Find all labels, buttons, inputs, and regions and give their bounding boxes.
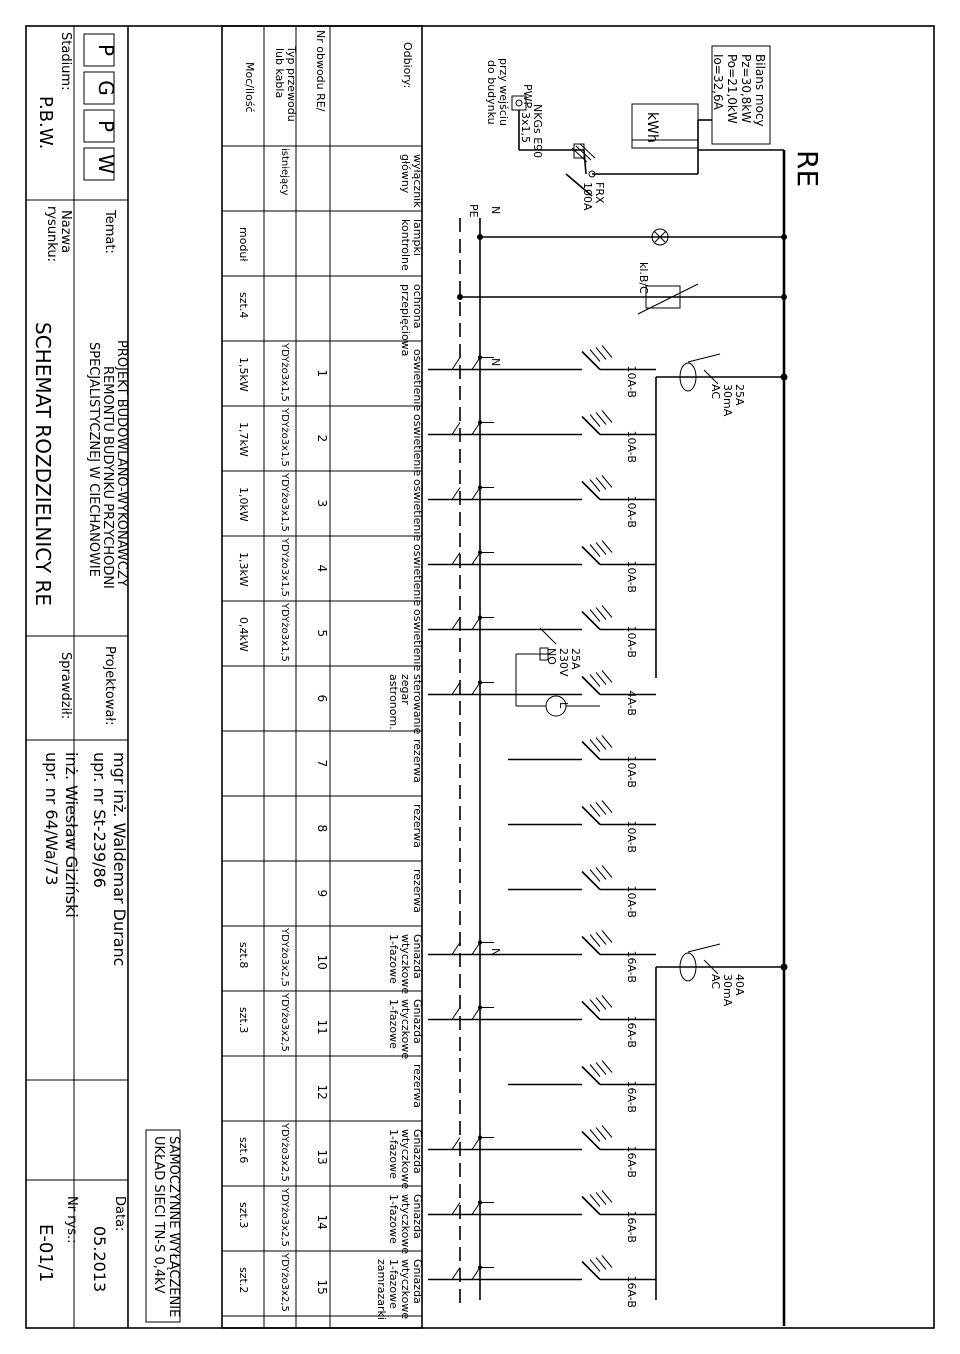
- rcd2-label-3: AC: [709, 974, 722, 990]
- rcd-socket-group: [489, 944, 784, 1300]
- circuit-branch: [508, 866, 656, 918]
- circuit-number: 7: [315, 759, 329, 768]
- breaker-rating: 16A-B: [625, 1275, 638, 1308]
- circuit-branch: [508, 801, 656, 853]
- circuit-number: 12: [315, 1084, 329, 1100]
- power-value: szt.3: [237, 1007, 250, 1034]
- circuit-branch: [428, 476, 656, 528]
- circuit-number: 9: [315, 889, 329, 898]
- stage-letter-1: P: [94, 43, 118, 57]
- sheet-number-value: E-01/1: [35, 1224, 56, 1283]
- circuit-branch: [428, 411, 656, 463]
- stage-letter-4: W: [94, 154, 118, 174]
- sheet-number-label: Nr rys.:: [64, 1196, 79, 1244]
- circuit-branch: [428, 1191, 656, 1243]
- circuit-number: 4: [315, 564, 329, 573]
- receiver-label: wtyczkowe: [399, 1194, 412, 1255]
- breaker-rating: 16A-B: [625, 1210, 638, 1243]
- circuit-branch: [508, 736, 656, 788]
- power-value: 1,5kW: [237, 357, 250, 392]
- circuit-number: 10: [315, 954, 329, 970]
- row-label-cable-2: lub kabla: [273, 48, 286, 99]
- supply-cable-1: NKGs E90: [531, 104, 544, 159]
- receiver-label: kontrolne: [399, 219, 412, 271]
- receiver-label: Gniazda: [411, 1129, 424, 1174]
- table-head-column: [279, 148, 424, 208]
- circuit-branch: [508, 1061, 656, 1113]
- receiver-label: sterowanie: [411, 674, 424, 735]
- cable-type: YDYżo3x1,5: [279, 408, 290, 467]
- contactor-label-2: 230V: [557, 648, 570, 677]
- receiver-label: główny: [399, 154, 412, 194]
- checker-label: Sprawdził:: [58, 652, 73, 720]
- receiver-label: ochrona: [411, 284, 424, 329]
- receiver-label: 1-fazowe: [387, 1129, 400, 1179]
- power-balance-line-3: Po=21,0kW: [725, 54, 739, 124]
- topic-label: Temat:: [102, 210, 117, 254]
- topic-line-3: SPECJALISTYCZNEJ W CIECHANOWIE: [86, 342, 101, 577]
- receiver-label: Gniazda: [411, 1194, 424, 1239]
- socket-group-n-label: N: [489, 948, 502, 957]
- lighting-group-n-label: N: [489, 358, 502, 367]
- circuit-branch: [428, 1126, 656, 1178]
- rcd1-label-1: 25A: [733, 384, 746, 406]
- power-value: 0,4kW: [237, 617, 250, 652]
- power-balance-line-4: Io=32,6A: [711, 54, 725, 110]
- rcd-lighting-group: [656, 354, 784, 678]
- circuit-number: 8: [315, 824, 329, 833]
- power-value: 1,7kW: [237, 422, 250, 457]
- breaker-rating: 4A-B: [625, 690, 638, 716]
- network-note: [146, 1130, 181, 1322]
- meter-label: kWh: [644, 112, 660, 143]
- breaker-rating: 16A-B: [625, 1080, 638, 1113]
- cable-type: YDYżo3x1,5: [279, 473, 290, 532]
- circuit-branch: [428, 346, 656, 398]
- breaker-rating: 10A-B: [625, 820, 638, 853]
- circuit-branch: [428, 1256, 656, 1308]
- supply-box-label: PWP: [521, 84, 534, 109]
- table-circuit-column: [315, 739, 424, 783]
- circuit-number: 6: [315, 694, 329, 703]
- cable-type: YDYżo3x2,5: [279, 1253, 290, 1312]
- busbar-junction: [781, 374, 788, 381]
- neutral-label: N: [489, 206, 502, 215]
- designer-licence: upr. nr St-239/86: [90, 752, 109, 888]
- receiver-label: rezerwa: [411, 739, 424, 783]
- receiver-label: Gniazda: [411, 1259, 424, 1304]
- circuit-branch: [428, 996, 656, 1048]
- note-line-2: UKŁAD SIECI TN-S 0,4kV: [151, 1136, 166, 1294]
- receiver-label: 1-fazowe: [387, 999, 400, 1049]
- board-schematic: [428, 46, 824, 1326]
- circuit-number: 1: [315, 369, 329, 378]
- date-label: Data:: [112, 1196, 127, 1232]
- main-switch-label-2: 100A: [581, 182, 594, 211]
- receiver-label: Gniazda: [411, 934, 424, 979]
- receiver-label: rezerwa: [411, 869, 424, 913]
- supply-cable-2: 3x1,5: [519, 112, 532, 144]
- receiver-label: wtyczkowe: [399, 934, 412, 995]
- cable-type: YDYżo3x1,5: [279, 343, 290, 402]
- date-value: 05.2013: [90, 1226, 109, 1293]
- receiver-label: oświetlenie: [411, 414, 424, 477]
- control-lamps: [477, 229, 787, 245]
- drawing-name-label-1: Nazwa: [58, 210, 73, 254]
- circuit-branch: [428, 541, 656, 593]
- power-balance-box: [711, 46, 770, 144]
- circuit-branch: [428, 606, 656, 658]
- busbar-junction: [781, 964, 788, 971]
- checker-name: inż. Wiesław Giziński: [62, 752, 81, 918]
- breaker-rating: 10A-B: [625, 885, 638, 918]
- receiver-label: zegar: [399, 674, 412, 705]
- table-circuit-column: [315, 1064, 424, 1108]
- power-balance-line-2: Pz=30,8kW: [739, 54, 753, 124]
- stage-letter-boxes: [84, 34, 118, 180]
- topic-line-2: REMONTU BUDYNKU PRZYCHODNI: [100, 366, 115, 589]
- stage-letter-2: G: [94, 80, 118, 96]
- table-circuit-column: [315, 674, 424, 735]
- receiver-label: wtyczkowe: [399, 999, 412, 1060]
- breaker-rating: 10A-B: [625, 560, 638, 593]
- breaker-rating: 10A-B: [625, 430, 638, 463]
- power-value: szt.6: [237, 1137, 250, 1164]
- stage-label: Stadium:: [58, 32, 73, 91]
- receiver-label: oświetlenie: [411, 349, 424, 412]
- receiver-label: Gniazda: [411, 999, 424, 1044]
- receiver-label: oświetlenie: [411, 609, 424, 672]
- supply-note-2: do budynku: [485, 60, 498, 125]
- supply-feeder: [485, 58, 712, 211]
- breaker-rating: 16A-B: [625, 1145, 638, 1178]
- power-balance-line-1: Bilans mocy: [753, 54, 767, 127]
- cable-type: YDYżo3x2,5: [279, 1188, 290, 1247]
- stage-value: P.B.W.: [35, 96, 56, 150]
- circuit-number: 14: [315, 1214, 329, 1230]
- breaker-rating: 10A-B: [625, 365, 638, 398]
- contactor-label-3: NO: [545, 648, 558, 665]
- surge-breaker-label: kl.B/C: [637, 262, 650, 294]
- receiver-label: oświetlenie: [411, 544, 424, 607]
- receiver-label: 1-fazowe: [387, 1259, 400, 1309]
- board-title: RE: [791, 150, 824, 188]
- breaker-rating: 16A-B: [625, 950, 638, 983]
- surge-protection: [457, 262, 787, 314]
- circuit-branch: [428, 671, 656, 716]
- table-circuit-column: [315, 869, 424, 913]
- power-value: moduł: [237, 227, 250, 262]
- receiver-label: 1-fazowe: [387, 934, 400, 984]
- rcd1-label-3: AC: [709, 384, 722, 400]
- stage-letter-3: P: [94, 119, 118, 133]
- topic-line-1: PROJEKT BUDOWLANO-WYKONAWCZY: [114, 340, 129, 587]
- drawing-name-label-2: rysunku:: [44, 206, 59, 263]
- receiver-label: wtyczkowe: [399, 1129, 412, 1190]
- row-label-cable-1: Typ przewodu: [285, 46, 298, 122]
- receiver-label: wtyczkowe: [399, 1259, 412, 1320]
- circuit-table: [222, 26, 424, 1328]
- power-value: szt.8: [237, 942, 250, 969]
- power-value: szt.4: [237, 292, 250, 319]
- cable-type: YDYżo3x2,5: [279, 993, 290, 1052]
- checker-licence: upr. nr 64/Wa/73: [42, 752, 61, 886]
- receiver-label: rezerwa: [411, 804, 424, 848]
- table-circuit-column: [315, 804, 424, 848]
- breaker-rating: 16A-B: [625, 1015, 638, 1048]
- rcd2-label-2: 30mA: [721, 974, 734, 1007]
- receiver-label: przepięciowa: [399, 284, 412, 357]
- receiver-label: lampki: [411, 219, 424, 256]
- designer-label: Projektował:: [102, 646, 117, 726]
- cable-type: YDYżo3x1,5: [279, 538, 290, 597]
- row-label-receivers: Odbiory:: [401, 42, 414, 89]
- astronomical-clock-control: [516, 628, 600, 716]
- contactor-label-1: 25A: [569, 648, 582, 670]
- receiver-label: rezerwa: [411, 1064, 424, 1108]
- receiver-label: oświetlenie: [411, 479, 424, 542]
- clock-symbol: L: [557, 702, 570, 709]
- circuit-number: 2: [315, 434, 329, 443]
- cable-type: YDYżo3x2,5: [279, 1123, 290, 1182]
- receiver-label: 1-fazowe: [387, 1194, 400, 1244]
- power-value: szt.2: [237, 1267, 250, 1294]
- power-value: 1,3kW: [237, 552, 250, 587]
- breaker-rating: 10A-B: [625, 625, 638, 658]
- row-label-power: Moc/ilość: [243, 62, 256, 113]
- designer-name: mgr inż. Waldemar Duranc: [110, 752, 129, 967]
- row-label-circuit: Nr obwodu RE/: [314, 30, 327, 112]
- breaker-rating: 10A-B: [625, 755, 638, 788]
- rcd2-label-1: 40A: [733, 974, 746, 996]
- power-value: 1,0kW: [237, 487, 250, 522]
- energy-meter: [632, 104, 698, 148]
- cable-type: YDYżo3x1,5: [279, 603, 290, 662]
- circuit-branch: [428, 931, 656, 983]
- receiver-label: zamrazarki: [375, 1259, 388, 1320]
- pe-label: PE: [467, 204, 480, 218]
- note-line-1: SAMOCZYNNE WYŁĄCZENIE: [166, 1136, 181, 1318]
- breaker-rating: 10A-B: [625, 495, 638, 528]
- circuit-number: 5: [315, 629, 329, 638]
- rcd1-label-2: 30mA: [721, 384, 734, 417]
- circuit-number: 11: [315, 1019, 329, 1035]
- circuit-number: 15: [315, 1279, 329, 1295]
- supply-note-1: przy wejściu: [497, 58, 510, 126]
- power-value: szt.3: [237, 1202, 250, 1229]
- circuit-number: 3: [315, 499, 329, 508]
- title-block: [26, 26, 129, 1328]
- receiver-label: wyłącznik: [411, 154, 424, 208]
- cable-type: istniejący: [279, 148, 290, 196]
- cable-type: YDYżo3x2,5: [279, 928, 290, 987]
- main-switch-label-1: FRX: [593, 182, 606, 204]
- receiver-label: astronom.: [387, 674, 400, 730]
- circuit-number: 13: [315, 1149, 329, 1165]
- drawing-name-value: SCHEMAT ROZDZIELNICY RE: [31, 322, 55, 606]
